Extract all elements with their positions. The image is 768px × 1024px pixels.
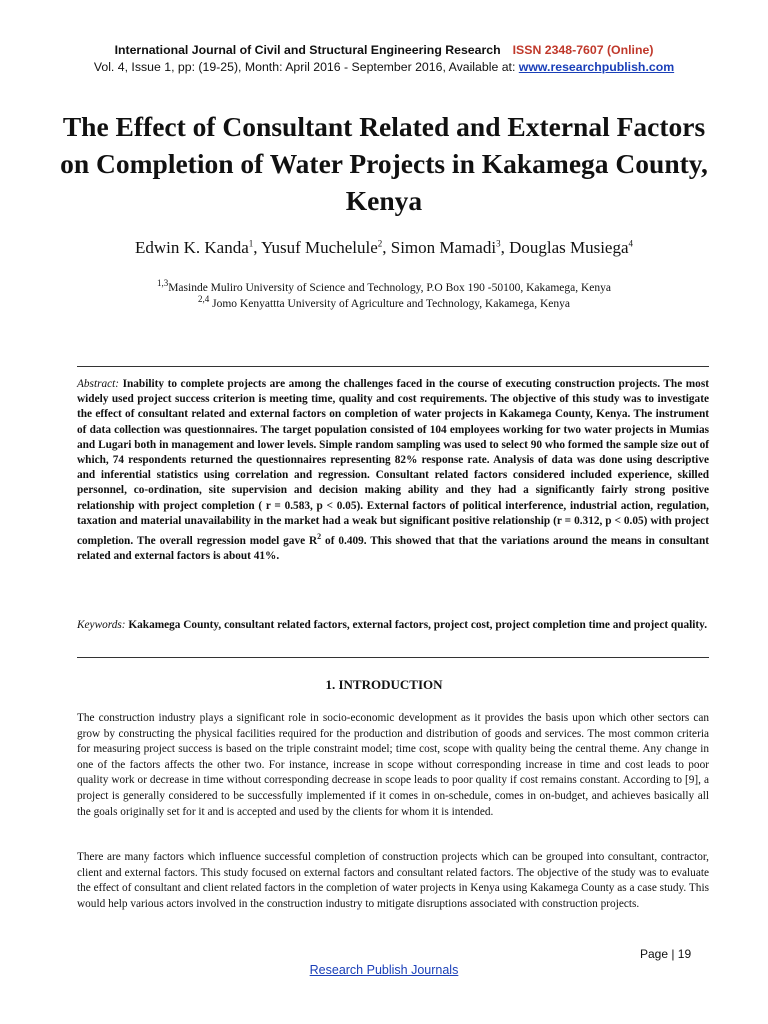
affiliation-sup: 2,4 — [198, 294, 210, 305]
author-name: Yusuf Muchelule — [261, 238, 378, 257]
author-sup: 2 — [377, 238, 383, 249]
r-squared-sup: 2 — [317, 532, 322, 542]
author-name: Simon Mamadi — [390, 238, 497, 257]
body-paragraph: The construction industry plays a significant role in socio-economic development as it provides the basis upon which other sectors can grow by constructing the physical facilities required for the production and distribution of goods and services. The most common criteria for measuring project success is based on the triple constraint model; time cost, scope with quality being the central theme. Any change in one of the factors affects the other two. For instance, increase in scope without corresponding increase in time and cost leads to poor quality work or decrease in time without corresponding decrease in scope leads to poor quality if cost remains constant. According to [9], a project is generally considered to be successfully implemented if it comes in on-schedule, comes in on-budget, and achieves basically all the goals originally set for it and is accepted and used by the clients for whom it is intended. — [77, 712, 709, 818]
keywords — [77, 618, 709, 633]
abstract-text: Inability to complete projects are among the challenges faced in the course of executing construction projects. The most widely used project success criterion is meeting time, quality and cost requirements. The objective of this study was to investigate the effect of consultant related and external factors on completion of water projects in Kakamega County, Kenya. The instrument of data collection was questionnaires. The target population consisted of 104 employees working for two water projects in Mumias and Lugari both in management and lower levels. Simple random sampling was used to select 90 who formed the sample size out of which, 74 respondents returned the questionnaires representing 82% response rate. Analysis of data was done using descriptive and inferential statistics using correlation and regression. Consultant related factors considered included experience, skilled personnel, co-ordination, site supervision and decision making ability and they had a significantly fairly strong positive relationship with project completion ( r = 0.583, p < 0.05). External factors of political interference, industrial action, regulation, taxation and material unavailability in the market had a weak but significant positive relationship (r = 0.312, p < 0.05) with project completion. The overall regression model gave R — [77, 378, 709, 547]
author-sup: 3 — [496, 238, 501, 249]
volume-info: Vol. 4, Issue 1, pp: (19-25), Month: April 2016 - September 2016, Available at: — [93, 60, 519, 74]
author-name: Douglas Musiega — [509, 238, 629, 257]
abstract — [77, 377, 709, 564]
volume-line — [0, 59, 768, 76]
section-heading: 1. INTRODUCTION — [325, 677, 443, 692]
body-paragraph: There are many factors which influence successful completion of construction projects which can be grouped into consultant, contractor, client and external factors. This study focused on external factors and consultant related factors. The objective of the study was to evaluate the effect of consultant and client related factors in the completion of water projects in Kenya using Kakamega County as a case study. This would help various actors involved in the construction industry to mitigate disruptions associated with construction projects. — [77, 851, 709, 910]
author-sup: 1 — [248, 238, 254, 249]
affiliation-text: Jomo Kenyattta University of Agriculture and Technology, Kakamega, Kenya — [209, 298, 570, 310]
affiliation-sup: 1,3 — [156, 278, 169, 289]
footer-publisher-link[interactable]: Research Publish Journals — [309, 963, 459, 977]
journal-header — [0, 42, 768, 76]
affiliation — [0, 278, 768, 294]
abstract-label: Abstract: — [77, 378, 120, 390]
author-name: Edwin K. Kanda — [134, 238, 249, 257]
abstract-text-end: of 0.409. This showed that that the variations around the means in consultant related and external factors is about 41%. — [77, 534, 710, 562]
paper-title: The Effect of Consultant Related and External Factors on Completion of Water Projects in Kakamega County, Kenya — [60, 111, 708, 216]
keywords-label: Keywords: — [77, 619, 126, 631]
journal-url-link[interactable]: www.researchpublish.com — [518, 60, 675, 74]
author-list: Edwin K. Kanda$^1$, Yusuf Muchelule$^2$, Simon Mamadi$^3$, Douglas Musiega$^4$ — [134, 238, 634, 257]
page-number: Page | 19 — [640, 947, 692, 961]
journal-name: International Journal of Civil and Structural Engineering Research — [114, 43, 501, 57]
keywords-text: Kakamega County, consultant related factors, external factors, project cost, project completion time and project quality. — [125, 619, 708, 631]
issn: ISSN 2348-7607 (Online) — [512, 43, 654, 57]
author-sup: 4 — [628, 238, 634, 249]
affiliation-text: Masinde Muliro University of Science and Technology, P.O Box 190 -50100, Kakamega, Kenya — [168, 282, 612, 294]
journal-title-line — [0, 42, 768, 59]
affiliation — [0, 294, 768, 310]
